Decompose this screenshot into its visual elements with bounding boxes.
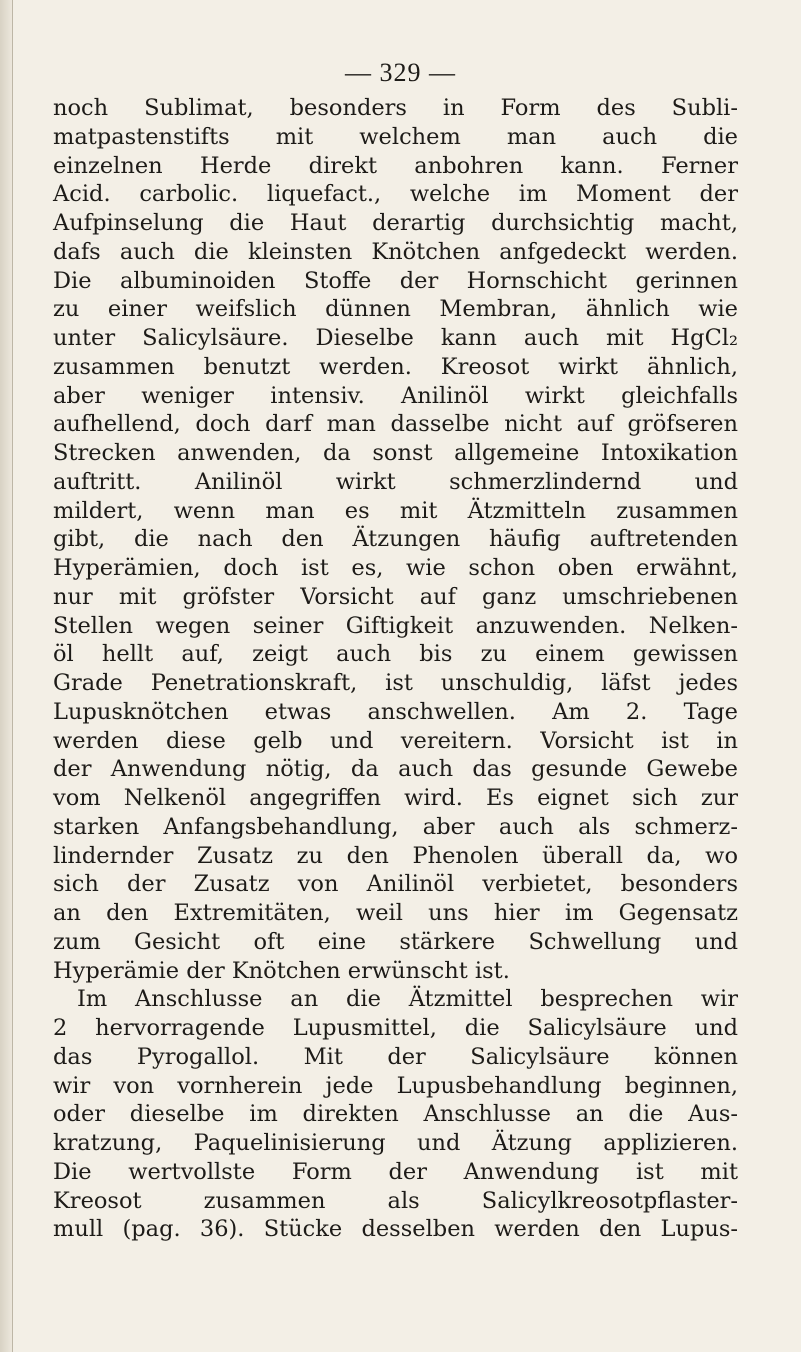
text-line: vom Nelkenöl angegriffen wird. Es eignet sich zur <box>53 785 738 811</box>
text-line: auftritt. Anilinöl wirkt schmerzlindernd und <box>53 468 738 495</box>
page-number: — 329 — <box>345 58 456 87</box>
text-line: der Anwendung nötig, da auch das gesunde Gewebe <box>53 756 738 783</box>
text-line: das Pyrogallol. Mit der Salicylsäure können <box>53 1043 738 1070</box>
text-line: werden diese gelb und vereitern. Vorsicht ist in <box>53 727 738 754</box>
text-line: matpastenstifts mit welchem man auch die <box>53 123 738 150</box>
text-line: öl hellt auf, zeigt auch bis zu einem gewissen <box>53 641 738 668</box>
text-line: einzelnen Herde direkt anbohren kann. Ferner <box>53 152 738 179</box>
text-line: 2 hervorragende Lupusmittel, die Salicylsäure und <box>53 1015 738 1041</box>
text-line: noch Sublimat, besonders in Form des Subli- <box>53 95 738 121</box>
text-line: unter Salicylsäure. Dieselbe kann auch mit HgCl₂ <box>53 325 738 351</box>
text-line: mull (pag. 36). Stücke desselben werden den Lupus- <box>53 1216 738 1243</box>
text-line: starken Anfangsbehandlung, aber auch als schmerz- <box>53 813 738 840</box>
text-line: zu einer weifslich dünnen Membran, ähnlich wie <box>53 296 738 323</box>
text-line: lindernder Zusatz zu den Phenolen überall da, wo <box>53 842 738 869</box>
text-line: Kreosot zusammen als Salicylkreosotpflaster- <box>53 1187 738 1214</box>
text-line: dafs auch die kleinsten Knötchen anfgedeckt werden. <box>53 238 738 265</box>
text-line: aber weniger intensiv. Anilinöl wirkt gleichfalls <box>53 382 738 409</box>
text-line: Strecken anwenden, da sonst allgemeine Intoxikation <box>53 440 738 466</box>
text-line: zusammen benutzt werden. Kreosot wirkt ähnlich, <box>53 353 738 380</box>
text-line: aufhellend, doch darf man dasselbe nicht auf gröfseren <box>53 411 738 438</box>
text-line: Die albuminoiden Stoffe der Hornschicht gerinnen <box>53 267 738 294</box>
text-line: gibt, die nach den Ätzungen häufig auftretenden <box>53 526 738 553</box>
text-line: kratzung, Paquelinisierung und Ätzung applizieren. <box>53 1130 738 1156</box>
text-line: nur mit gröfster Vorsicht auf ganz umschriebenen <box>53 583 738 610</box>
text-line: Hyperämien, doch ist es, wie schon oben erwähnt, <box>53 555 738 581</box>
body-text <box>53 94 738 1244</box>
text-line: an den Extremitäten, weil uns hier im Gegensatz <box>53 900 738 926</box>
text-line: Acid. carbolic. liquefact., welche im Moment der <box>53 181 738 208</box>
text-line: mildert, wenn man es mit Ätzmitteln zusammen <box>53 497 738 524</box>
text-line: Die wertvollste Form der Anwendung ist mit <box>53 1158 738 1185</box>
text-line: Im Anschlusse an die Ätzmittel besprechen wir <box>77 986 738 1013</box>
text-line: Aufpinselung die Haut derartig durchsichtig macht, <box>53 210 738 236</box>
text-line: wir von vornherein jede Lupusbehandlung beginnen, <box>53 1072 738 1099</box>
text-line: sich der Zusatz von Anilinöl verbietet, besonders <box>53 871 738 898</box>
text-line: Lupusknötchen etwas anschwellen. Am 2. Tage <box>53 698 738 725</box>
text-line: Grade Penetrationskraft, ist unschuldig, läfst jedes <box>53 670 738 696</box>
text-line: oder dieselbe im direkten Anschlusse an die Aus- <box>53 1101 738 1128</box>
text-line: zum Gesicht oft eine stärkere Schwellung und <box>53 928 738 955</box>
text-line: Stellen wegen seiner Giftigkeit anzuwenden. Nelken- <box>53 612 738 639</box>
text-line: Hyperämie der Knötchen erwünscht ist. <box>53 957 510 984</box>
page-edge <box>0 0 13 1352</box>
